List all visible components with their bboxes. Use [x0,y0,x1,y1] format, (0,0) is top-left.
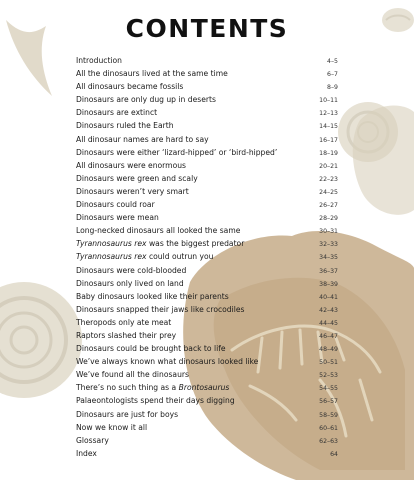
toc-entry [76,146,338,159]
toc-entry-page-range: 18–19 [319,149,338,157]
toc-entry-page-range: 40–41 [319,293,338,301]
toc-entry-title [76,146,277,159]
toc-entry-page-range: 24–25 [319,188,338,196]
toc-entry-title [76,80,183,93]
toc-entry-title [76,264,186,277]
toc-entry-text: Dinosaurs are just for boys [76,409,179,419]
toc-entry-text: Baby dinosaurs looked like their parents [76,291,229,301]
toc-entry-text: Dinosaurs could be brought back to life [76,344,226,354]
toc-entry-title [76,224,240,237]
toc-entry-title [76,67,228,80]
toc-entry [76,159,338,172]
toc-entry-species-name: Brontosaurus [178,383,230,393]
toc-entry-title [76,277,184,290]
toc-entry-text: All dinosaurs were enormous [76,160,186,170]
toc-entry-page-range: 38–39 [319,280,338,288]
toc-entry-text: Long-necked dinosaurs all looked the same [76,226,241,236]
toc-entry-page-range: 32–33 [319,241,338,249]
toc-entry-text: Now we know it all [76,422,148,432]
toc-entry-text: Dinosaurs ruled the Earth [76,121,174,131]
toc-entry-title [76,211,159,224]
toc-entry-title [76,119,174,132]
toc-entry [76,355,338,368]
toc-entry-page-range: 14–15 [319,123,338,131]
toc-entry-page-range: 60–61 [319,424,338,432]
toc-entry-page-range: 52–53 [319,372,338,380]
toc-entry-page-range: 50–51 [319,359,338,367]
toc-entry-text: We’ve found all the dinosaurs [76,370,189,380]
toc-entry-text: Dinosaurs were mean [76,213,159,223]
toc-entry-text: Palaeontologists spend their days digging [76,396,235,406]
toc-entry [76,185,338,198]
toc-entry [76,198,338,211]
toc-entry [76,250,338,263]
toc-entry-species-name: Tyrannosaurus rex [76,252,147,262]
toc-entry-page-range: 46–47 [319,332,338,340]
toc-entry-text: Dinosaurs are only dug up in deserts [76,95,216,105]
toc-entry-text: We’ve always known what dinosaurs looked like [76,357,259,367]
toc-entry-text: Dinosaurs were cold-blooded [76,265,187,275]
table-of-contents [76,54,338,460]
toc-entry-page-range: 42–43 [319,306,338,314]
toc-entry [76,368,338,381]
toc-entry-text: could outrun you [146,252,214,262]
toc-entry-text: was the biggest predator [146,239,245,249]
toc-entry-page-range: 54–55 [319,385,338,393]
toc-entry-title [76,421,147,434]
toc-entry [76,237,338,250]
toc-entry-page-range: 64 [330,450,338,458]
toc-entry-text: There’s no such thing as a [76,383,179,393]
ammonite-fossil-left [0,282,82,398]
toc-entry [76,54,338,67]
toc-entry-text: Glossary [76,435,109,445]
toc-entry-page-range: 6–7 [327,71,338,79]
toc-entry-page-range: 22–23 [319,175,338,183]
toc-entry [76,277,338,290]
toc-entry-text: All the dinosaurs lived at the same time [76,69,228,79]
toc-entry-text: Theropods only ate meat [76,317,172,327]
toc-entry-title [76,434,109,447]
toc-entry-title [76,185,189,198]
toc-entry-page-range: 12–13 [319,110,338,118]
toc-entry [76,394,338,407]
toc-entry-title [76,159,186,172]
toc-entry [76,303,338,316]
toc-entry-page-range: 30–31 [319,228,338,236]
page-title: CONTENTS [125,14,289,43]
toc-entry-title [76,342,226,355]
toc-entry [76,93,338,106]
toc-entry-title [76,290,229,303]
toc-entry-text: Index [76,448,97,458]
toc-entry-title [76,447,97,460]
toc-entry-text: All dinosaurs became fossils [76,82,184,92]
toc-entry [76,80,338,93]
toc-entry-text: All dinosaur names are hard to say [76,134,209,144]
toc-entry-title [76,303,244,316]
toc-entry-text: Dinosaurs are extinct [76,108,158,118]
stone-fossil [353,105,414,214]
toc-entry-title [76,133,209,146]
toc-entry-page-range: 16–17 [319,136,338,144]
toc-entry [76,421,338,434]
toc-entry [76,172,338,185]
toc-entry-title [76,93,216,106]
toc-entry [76,434,338,447]
toc-entry [76,447,338,460]
toc-entry-title [76,54,122,67]
toc-entry [76,264,338,277]
toc-entry [76,211,338,224]
toc-entry-text: Raptors slashed their prey [76,330,177,340]
toc-entry-title [76,355,258,368]
toc-entry-page-range: 56–57 [319,398,338,406]
toc-entry-species-name: Tyrannosaurus rex [76,239,147,249]
toc-entry-page-range: 36–37 [319,267,338,275]
toc-entry [76,329,338,342]
toc-entry-title [76,316,171,329]
toc-entry-title [76,408,178,421]
toc-entry-text: Dinosaurs were green and scaly [76,173,198,183]
toc-entry [76,408,338,421]
toc-entry-title [76,368,189,381]
toc-entry [76,342,338,355]
toc-entry-text: Dinosaurs only lived on land [76,278,184,288]
toc-entry [76,133,338,146]
toc-entry-title [76,381,229,394]
toc-entry-title [76,237,244,250]
toc-entry [76,316,338,329]
toc-entry [76,106,338,119]
toc-entry-title [76,394,235,407]
toc-entry-text: Introduction [76,56,122,65]
toc-entry [76,119,338,132]
toc-entry-page-range: 26–27 [319,202,338,210]
toc-entry-title [76,329,176,342]
toc-entry [76,290,338,303]
toc-entry-title [76,198,155,211]
toc-entry-page-range: 8–9 [327,84,338,92]
toc-entry [76,67,338,80]
toc-entry-page-range: 4–5 [327,58,338,65]
toc-entry-text: Dinosaurs were either ‘lizard-hipped’ or ‘bird-hipped’ [76,147,278,157]
toc-entry-page-range: 10–11 [319,97,338,105]
toc-entry-page-range: 34–35 [319,254,338,262]
toc-entry-page-range: 20–21 [319,162,338,170]
toc-entry-page-range: 58–59 [319,411,338,419]
toc-entry-page-range: 44–45 [319,319,338,327]
toc-entry-page-range: 28–29 [319,215,338,223]
toc-entry-title [76,250,214,263]
toc-entry-page-range: 48–49 [319,346,338,354]
toc-entry-text: Dinosaurs could roar [76,200,155,210]
toc-entry-title [76,106,157,119]
toc-entry-text: Dinosaurs weren’t very smart [76,186,189,196]
toc-entry-title [76,172,198,185]
toc-entry [76,381,338,394]
toc-entry-page-range: 62–63 [319,437,338,445]
toc-entry-text: Dinosaurs snapped their jaws like crocodiles [76,304,245,314]
toc-entry [76,224,338,237]
